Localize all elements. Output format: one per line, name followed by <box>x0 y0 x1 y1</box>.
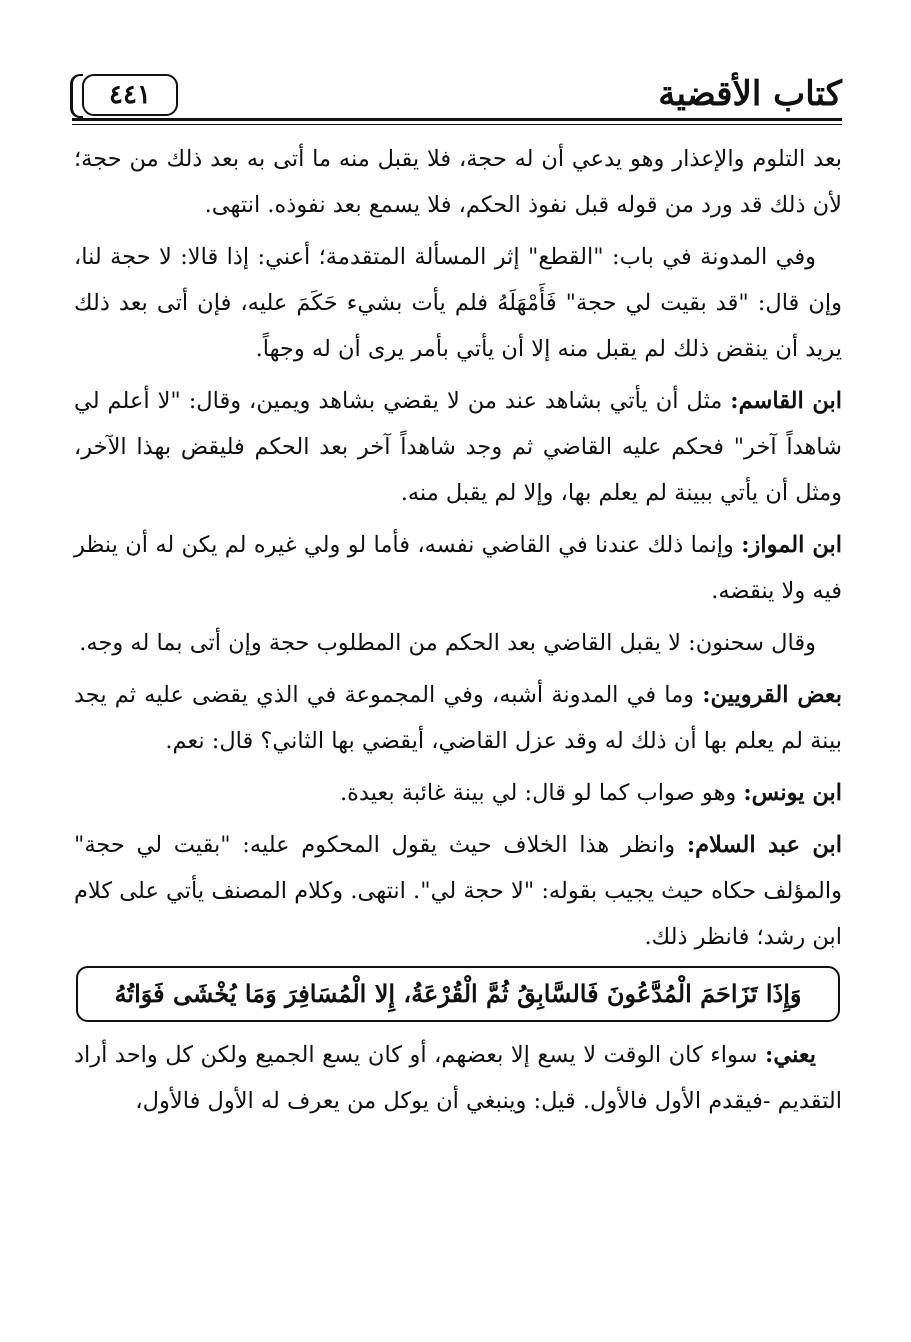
speaker-name: يعني: <box>765 1042 816 1068</box>
paragraph-text: مثل أن يأتي بشاهد عند من لا يقضي بشاهد ويمين، وقال: "لا أعلم لي شاهداً آخر" فحكم عليه القاضي ثم وجد شاهداً آخر بعد الحكم فليقض بهذا الآخر، ومثل أن يأتي ببينة لم يعلم بها، وإلا لم يقبل منه. <box>74 388 842 506</box>
speaker-name: بعض القرويين: <box>702 682 842 708</box>
matn-text: وَإِذَا تَزَاحَمَ الْمُدَّعُونَ فَالسَّابِقُ ثُمَّ الْقُرْعَةُ، إِلا الْمُسَافِرَ وَمَا يُخْشَى فَوَاتُهُ <box>114 979 802 1008</box>
page-number: ٤٤١ <box>82 74 178 116</box>
paragraph-text: سواء كان الوقت لا يسع إلا بعضهم، أو كان يسع الجميع ولكن كل واحد أراد التقديم -فيقدم الأول فالأول. قيل: وينبغي أن يوكل من يعرف له الأول فالأول، <box>74 1042 842 1114</box>
paragraph <box>74 770 842 816</box>
body-text <box>74 136 842 1130</box>
paragraph <box>74 672 842 764</box>
paragraph <box>74 620 842 666</box>
paragraph-text: وقال سحنون: لا يقبل القاضي بعد الحكم من المطلوب حجة وإن أتى بما له وجه. <box>79 630 816 656</box>
paragraph <box>74 822 842 960</box>
paragraph-text: وفي المدونة في باب: "القطع" إثر المسألة المتقدمة؛ أعني: إذا قالا: لا حجة لنا، وإن قال: "قد بقيت لي حجة" فَأَمْهَلَهُ فلم يأت بشيء حَكَمَ عليه، فإن أتى بعد ذلك يريد أن ينقض ذلك لم يقبل منه إلا أن يأتي بأمر يرى أن له وجهاً. <box>74 244 842 362</box>
header-rule <box>72 118 842 125</box>
speaker-name: ابن عبد السلام: <box>686 832 842 858</box>
paragraph-text: وانظر هذا الخلاف حيث يقول المحكوم عليه: "بقيت لي حجة" والمؤلف حكاه حيث يجيب بقوله: "لا حجة لي". انتهى. وكلام المصنف يأتي على كلام ابن رشد؛ فانظر ذلك. <box>74 832 842 950</box>
speaker-name: ابن المواز: <box>741 532 842 558</box>
paragraph <box>74 378 842 516</box>
paragraph-text: وإنما ذلك عندنا في القاضي نفسه، فأما لو ولي غيره لم يكن له أن ينظر فيه ولا ينقضه. <box>74 532 842 604</box>
paragraph <box>74 136 842 228</box>
paragraph <box>74 234 842 372</box>
paragraph-text: وما في المدونة أشبه، وفي المجموعة في الذي يقضى عليه ثم يجد بينة لم يعلم بها أن ذلك له وقد عزل القاضي، أيقضي بها الثاني؟ قال: نعم. <box>74 682 842 754</box>
speaker-name: ابن يونس: <box>743 780 842 806</box>
book-title: كتاب الأقضية <box>658 74 842 114</box>
paragraph <box>74 1032 842 1124</box>
speaker-name: ابن القاسم: <box>730 388 843 414</box>
paragraph-text: وهو صواب كما لو قال: لي بينة غائبة بعيدة. <box>339 780 737 806</box>
matn-box <box>76 966 840 1022</box>
paragraph-text: بعد التلوم والإعذار وهو يدعي أن له حجة، فلا يقبل منه ما أتى به بعد ذلك من حجة؛ لأن ذلك قد ورد من قوله قبل نفوذ الحكم، فلا يسمع بعد نفوذه. انتهى. <box>74 146 842 218</box>
paragraph <box>74 522 842 614</box>
page-header <box>72 66 842 122</box>
